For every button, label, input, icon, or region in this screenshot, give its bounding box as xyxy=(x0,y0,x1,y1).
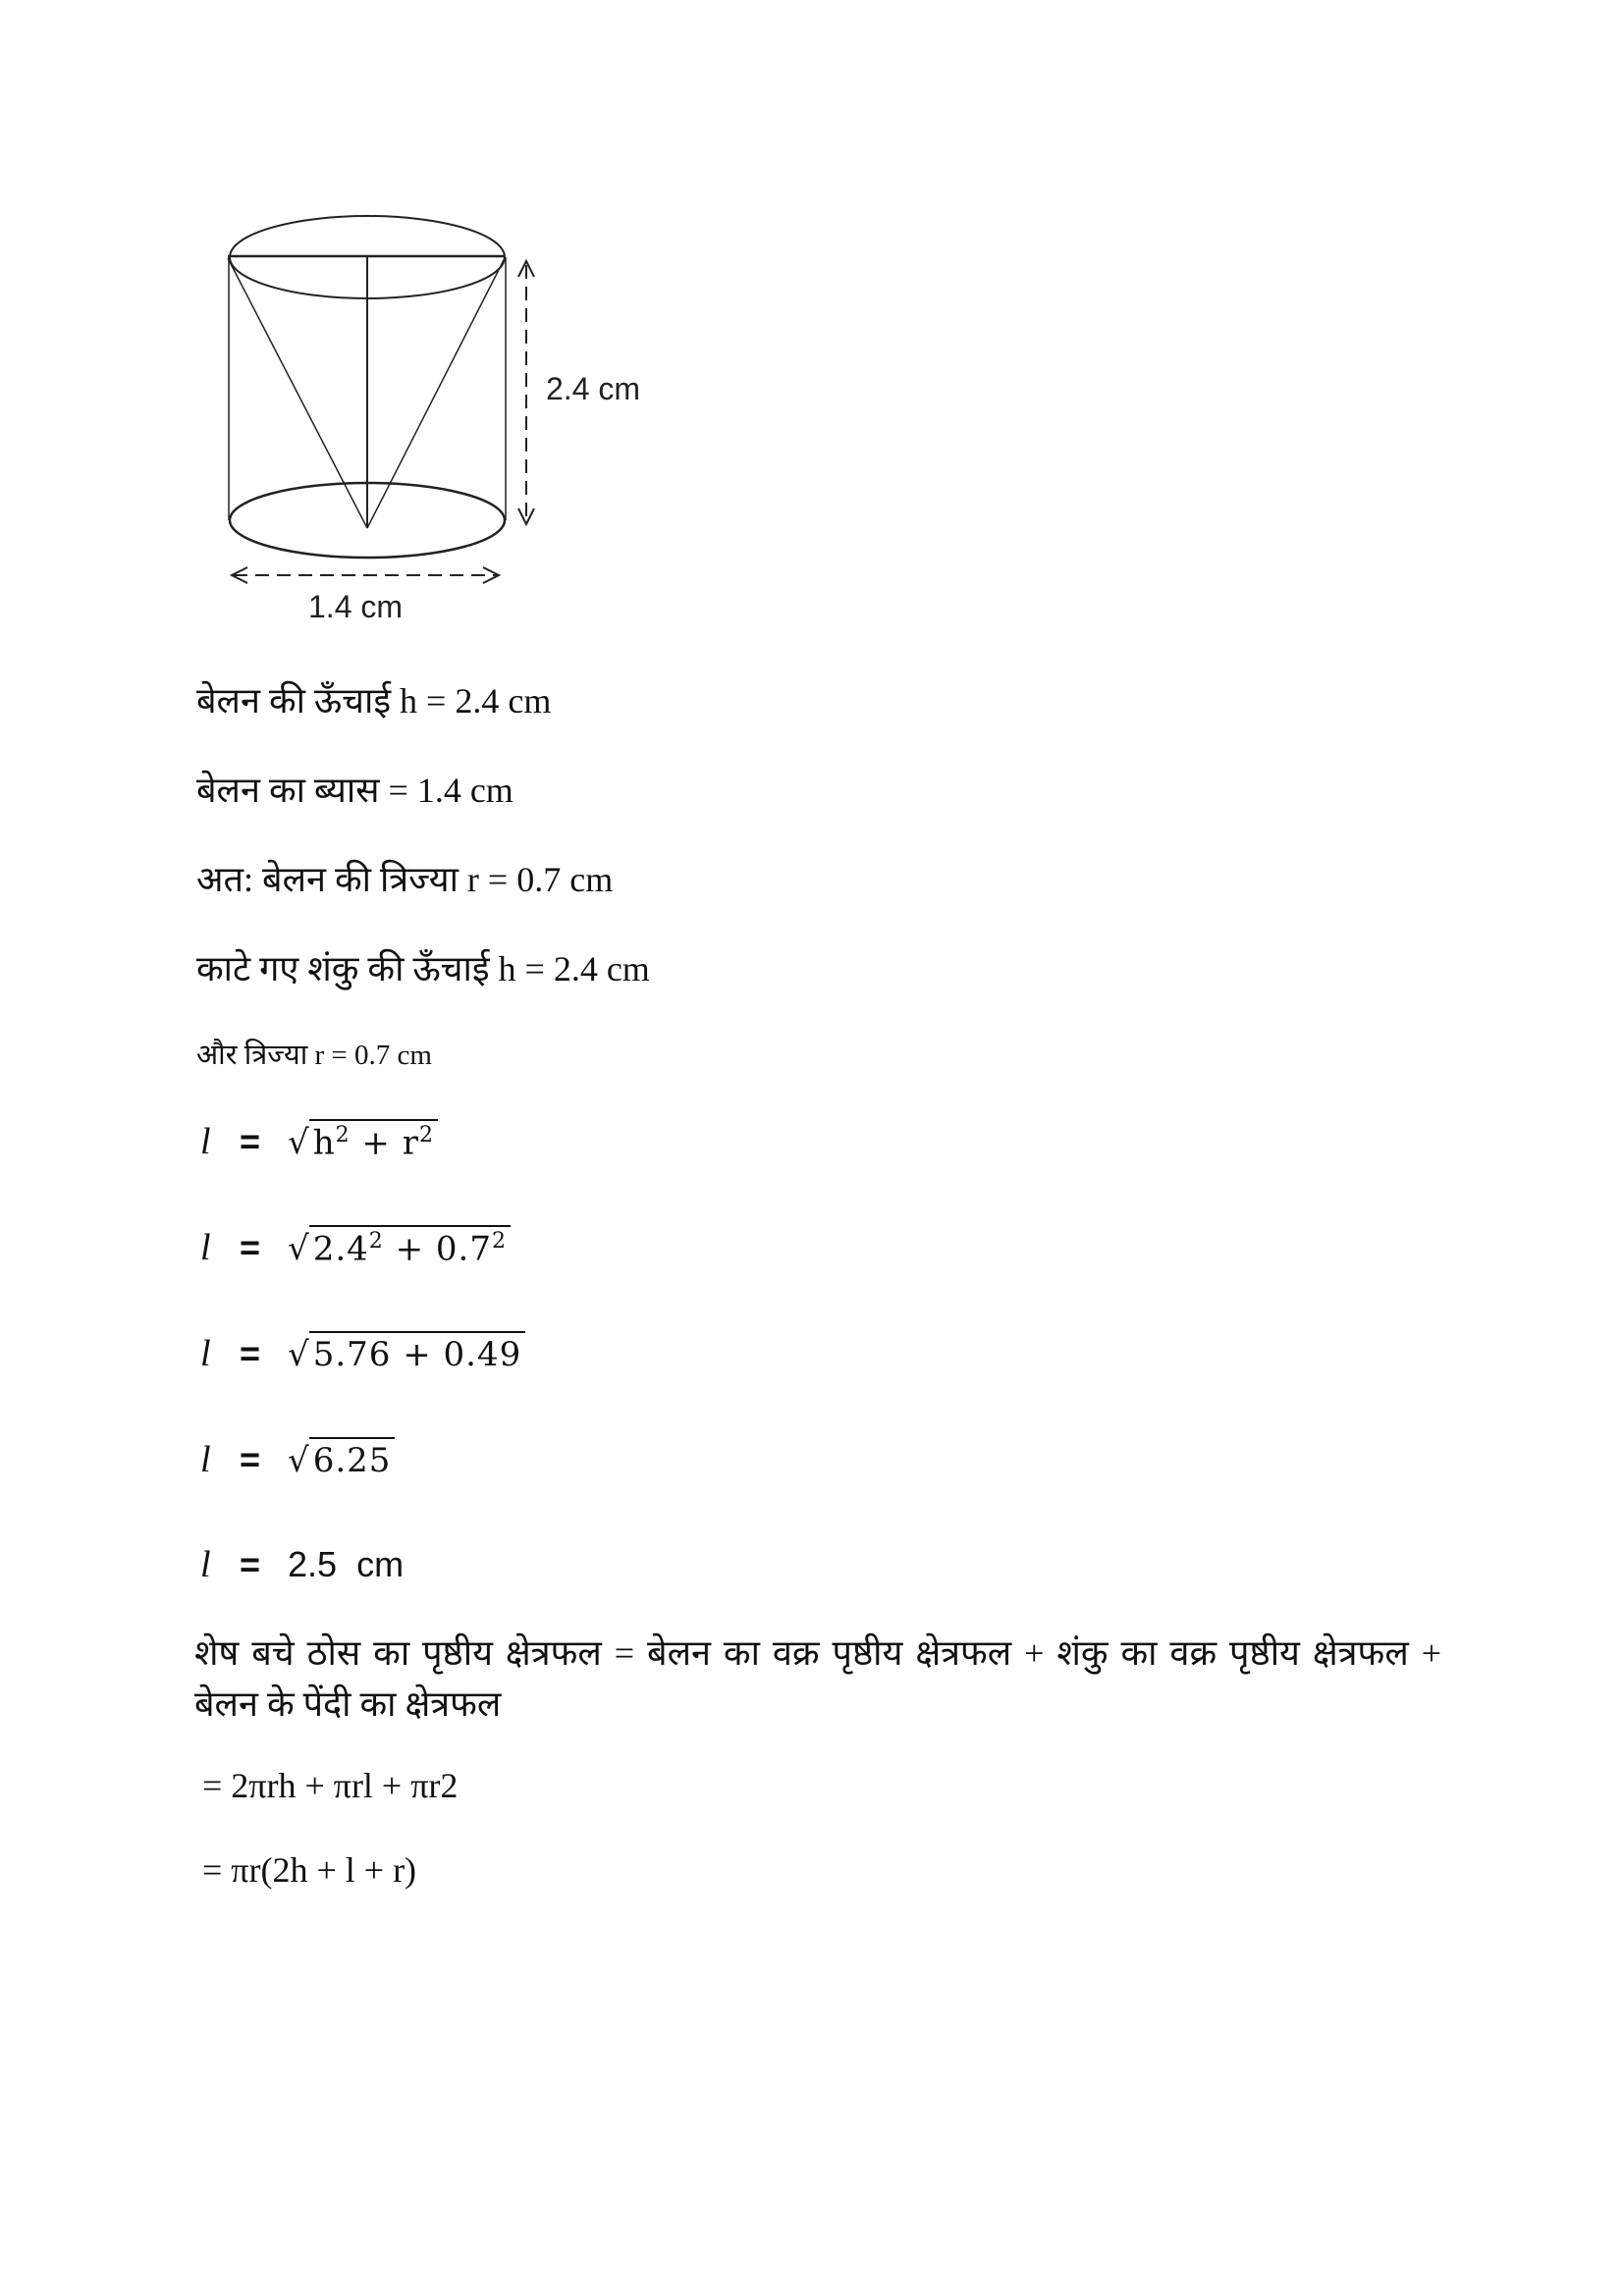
cylinder-radius-line: अत: बेलन की त्रिज्या r = 0.7 cm xyxy=(196,860,614,899)
radicand: 6.25 xyxy=(309,1437,396,1480)
surface-area-formula-1: = 2πrh + πrl + πr2 xyxy=(202,1766,459,1805)
radicand-r: r xyxy=(402,1123,419,1163)
l-symbol: l xyxy=(200,1333,211,1374)
radicand xyxy=(309,1225,511,1268)
plus-sign: + xyxy=(383,1229,436,1269)
slant-formula-sum xyxy=(200,1437,395,1481)
cylinder-height-line: बेलन की ऊँचाई h = 2.4 cm xyxy=(196,681,552,721)
slant-formula-squares xyxy=(200,1331,525,1375)
l-symbol: l xyxy=(200,1544,211,1585)
l-symbol: l xyxy=(200,1227,211,1269)
height-label: 2.4 cm xyxy=(546,371,641,406)
cone-height-line: काटे गए शंकु की ऊँचाई h = 2.4 cm xyxy=(196,949,650,988)
surface-area-formula-2: = πr(2h + l + r) xyxy=(202,1850,417,1890)
slant-height-result xyxy=(200,1543,404,1586)
radicand-value: 0.7 xyxy=(435,1229,492,1269)
plus-sign: + xyxy=(350,1123,403,1163)
equals-sign: = xyxy=(240,1333,261,1373)
equals-sign: = xyxy=(240,1121,261,1162)
radicand-value: 2.4 xyxy=(312,1229,369,1269)
sqrt-icon: √ xyxy=(288,1335,309,1374)
result-value: 2.5 cm xyxy=(288,1544,405,1584)
sqrt-icon: √ xyxy=(288,1229,309,1269)
exponent: 2 xyxy=(335,1123,351,1148)
cylinder-diameter-line: बेलन का ब्यास = 1.4 cm xyxy=(196,771,514,810)
cone-radius-line: और त्रिज्या r = 0.7 cm xyxy=(196,1040,432,1071)
diameter-label: 1.4 cm xyxy=(308,589,404,624)
surface-area-statement: शेष बचे ठोस का पृष्ठीय क्षेत्रफल = बेलन का वक्र पृष्ठीय क्षेत्रफल + शंकु का वक्र पृष्ठीय क्षेत्रफल + बेलन के पेंदी का क्षेत्रफल xyxy=(194,1633,1441,1724)
exponent: 2 xyxy=(418,1123,434,1148)
radicand xyxy=(309,1119,438,1162)
sqrt-icon: √ xyxy=(288,1123,309,1163)
exponent: 2 xyxy=(368,1229,384,1254)
slant-formula-substituted xyxy=(200,1225,511,1269)
equals-sign: = xyxy=(240,1439,261,1479)
sqrt-icon: √ xyxy=(288,1441,309,1480)
equals-sign: = xyxy=(240,1227,261,1268)
cylinder-cone-figure xyxy=(196,196,707,648)
exponent: 2 xyxy=(491,1229,507,1254)
l-symbol: l xyxy=(200,1121,211,1163)
equals-sign: = xyxy=(240,1544,261,1584)
cylinder-cone-diagram xyxy=(196,196,707,648)
radicand: 5.76 + 0.49 xyxy=(309,1331,526,1374)
l-symbol: l xyxy=(200,1439,211,1480)
radicand-h: h xyxy=(312,1123,336,1163)
slant-formula-general xyxy=(200,1119,438,1163)
